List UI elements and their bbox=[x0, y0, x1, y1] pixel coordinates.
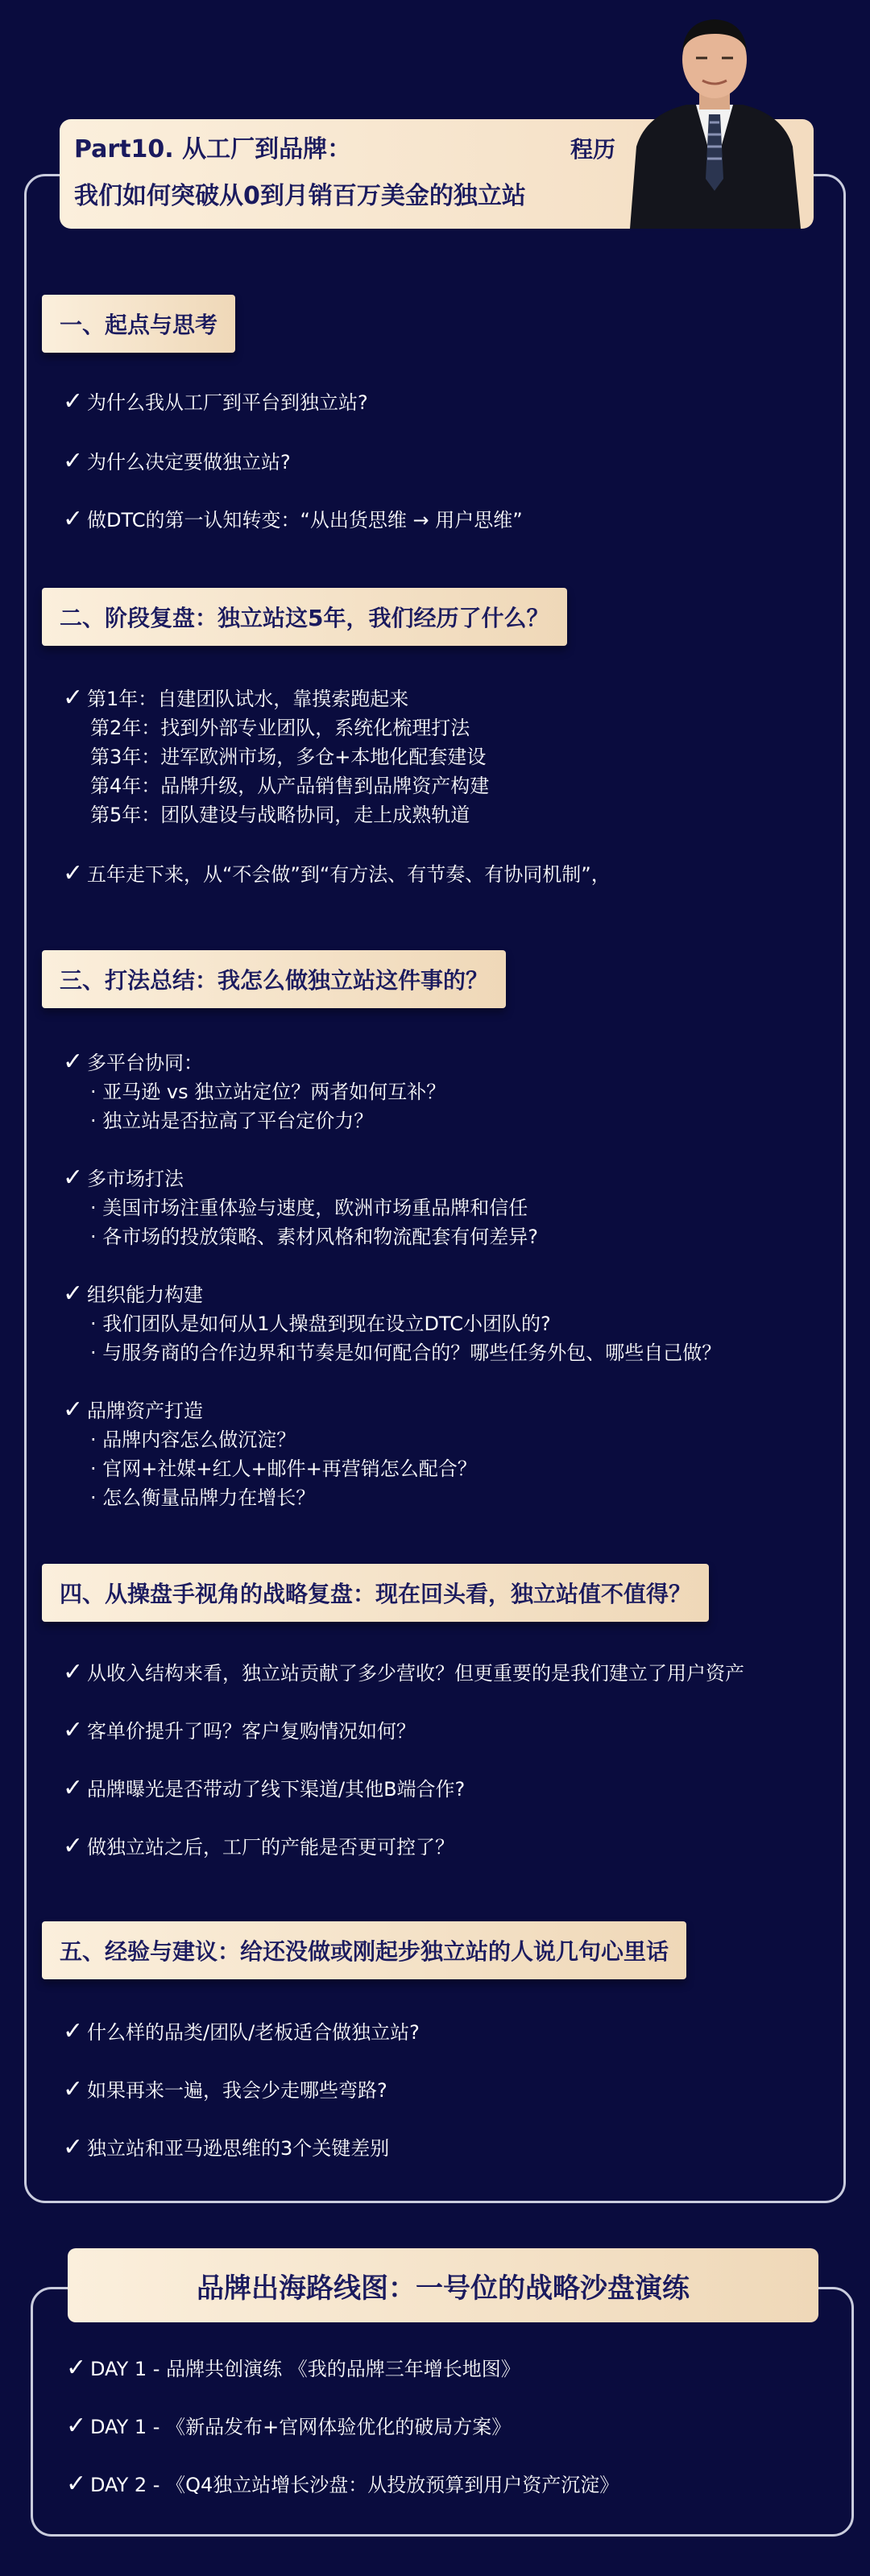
check-icon: ✓ bbox=[63, 505, 84, 533]
check-icon: ✓ bbox=[63, 1164, 84, 1192]
check-icon: ✓ bbox=[66, 2470, 87, 2498]
speaker-name: 程历 bbox=[570, 136, 616, 163]
list-item: ✓ 什么样的品类/团队/老板适合做独立站? bbox=[63, 2017, 420, 2045]
list-item: ✓ 如果再来一遍，我会少走哪些弯路? bbox=[63, 2075, 387, 2103]
year-item: 第2年：找到外部专业团队，系统化梳理打法 bbox=[90, 717, 470, 739]
sub-item: · 官网+社媒+红人+邮件+再营销怎么配合？ bbox=[90, 1458, 477, 1480]
header-title-line2: 我们如何突破从0到月销百万美金的独立站 bbox=[74, 182, 526, 210]
list-item: ✓ 独立站和亚马逊思维的3个关键差别 bbox=[63, 2133, 390, 2161]
list-item: ✓ 第1年：自建团队试水，靠摸索跑起来 bbox=[63, 684, 409, 712]
check-icon: ✓ bbox=[63, 1280, 84, 1308]
list-item: ✓ 多平台协同： bbox=[63, 1048, 203, 1076]
roadmap-item: ✓ DAY 1 - 《新品发布+官网体验优化的破局方案》 bbox=[66, 2412, 512, 2440]
speaker-portrait bbox=[622, 10, 807, 229]
check-icon: ✓ bbox=[63, 859, 84, 887]
check-icon: ✓ bbox=[63, 1832, 84, 1860]
roadmap-item: ✓ DAY 2 - 《Q4独立站增长沙盘：从投放预算到用户资产沉淀》 bbox=[66, 2470, 619, 2498]
list-item: ✓ 品牌曝光是否带动了线下渠道/其他B端合作? bbox=[63, 1774, 466, 1802]
check-icon: ✓ bbox=[63, 2133, 84, 2161]
check-icon: ✓ bbox=[66, 2412, 87, 2440]
section-tag-1: 一、起点与思考 bbox=[42, 295, 235, 353]
list-item: ✓ 多市场打法 bbox=[63, 1164, 184, 1192]
year-item: 第3年：进军欧洲市场，多仓+本地化配套建设 bbox=[90, 746, 487, 768]
list-item: ✓ 为什么我从工厂到平台到独立站? bbox=[63, 387, 368, 416]
list-item: ✓ 为什么决定要做独立站? bbox=[63, 447, 291, 475]
check-icon: ✓ bbox=[63, 684, 84, 712]
roadmap-title: 品牌出海路线图：一号位的战略沙盘演练 bbox=[68, 2248, 818, 2322]
check-icon: ✓ bbox=[63, 1716, 84, 1744]
list-item: ✓ 品牌资产打造 bbox=[63, 1396, 203, 1424]
section-tag-4: 四、从操盘手视角的战略复盘：现在回头看，独立站值不值得？ bbox=[42, 1564, 709, 1622]
year-item: 第5年：团队建设与战略协同，走上成熟轨道 bbox=[90, 804, 470, 826]
sub-item: · 与服务商的合作边界和节奏是如何配合的？哪些任务外包、哪些自己做？ bbox=[90, 1342, 722, 1364]
check-icon: ✓ bbox=[63, 1774, 84, 1802]
roadmap-item: ✓ DAY 1 - 品牌共创演练 《我的品牌三年增长地图》 bbox=[66, 2354, 520, 2382]
check-icon: ✓ bbox=[66, 2354, 87, 2382]
list-item: ✓ 组织能力构建 bbox=[63, 1280, 203, 1308]
sub-item: · 独立站是否拉高了平台定价力？ bbox=[90, 1110, 374, 1132]
sub-item: · 亚马逊 vs 独立站定位？两者如何互补？ bbox=[90, 1081, 446, 1103]
list-item: ✓ 做DTC的第一认知转变：“从出货思维 → 用户思维” bbox=[63, 505, 523, 533]
list-item: ✓ 客单价提升了吗？客户复购情况如何？ bbox=[63, 1716, 416, 1744]
section-tag-5: 五、经验与建议：给还没做或刚起步独立站的人说几句心里话 bbox=[42, 1921, 686, 1979]
sub-item: · 美国市场注重体验与速度，欧洲市场重品牌和信任 bbox=[90, 1197, 528, 1219]
check-icon: ✓ bbox=[63, 2017, 84, 2045]
sub-item: · 各市场的投放策略、素材风格和物流配套有何差异? bbox=[90, 1226, 538, 1248]
section-tag-3: 三、打法总结：我怎么做独立站这件事的？ bbox=[42, 950, 506, 1008]
check-icon: ✓ bbox=[63, 1396, 84, 1424]
check-icon: ✓ bbox=[63, 1048, 84, 1076]
sub-item: · 我们团队是如何从1人操盘到现在设立DTC小团队的? bbox=[90, 1313, 551, 1335]
list-item: ✓ 从收入结构来看，独立站贡献了多少营收？但更重要的是我们建立了用户资产 bbox=[63, 1658, 744, 1686]
sub-item: · 品牌内容怎么做沉淀？ bbox=[90, 1429, 296, 1451]
year-item: 第4年：品牌升级，从产品销售到品牌资产构建 bbox=[90, 775, 490, 797]
check-icon: ✓ bbox=[63, 447, 84, 475]
section-tag-2: 二、阶段复盘：独立站这5年，我们经历了什么？ bbox=[42, 588, 567, 646]
check-icon: ✓ bbox=[63, 2075, 84, 2103]
check-icon: ✓ bbox=[63, 1658, 84, 1686]
check-icon: ✓ bbox=[63, 387, 84, 416]
header-title-line1: Part10. 从工厂到品牌： bbox=[74, 135, 352, 163]
sub-item: · 怎么衡量品牌力在增长？ bbox=[90, 1486, 316, 1509]
list-item: ✓ 做独立站之后，工厂的产能是否更可控了？ bbox=[63, 1832, 454, 1860]
list-item: ✓ 五年走下来，从“不会做”到“有方法、有节奏、有协同机制”， bbox=[63, 859, 611, 887]
